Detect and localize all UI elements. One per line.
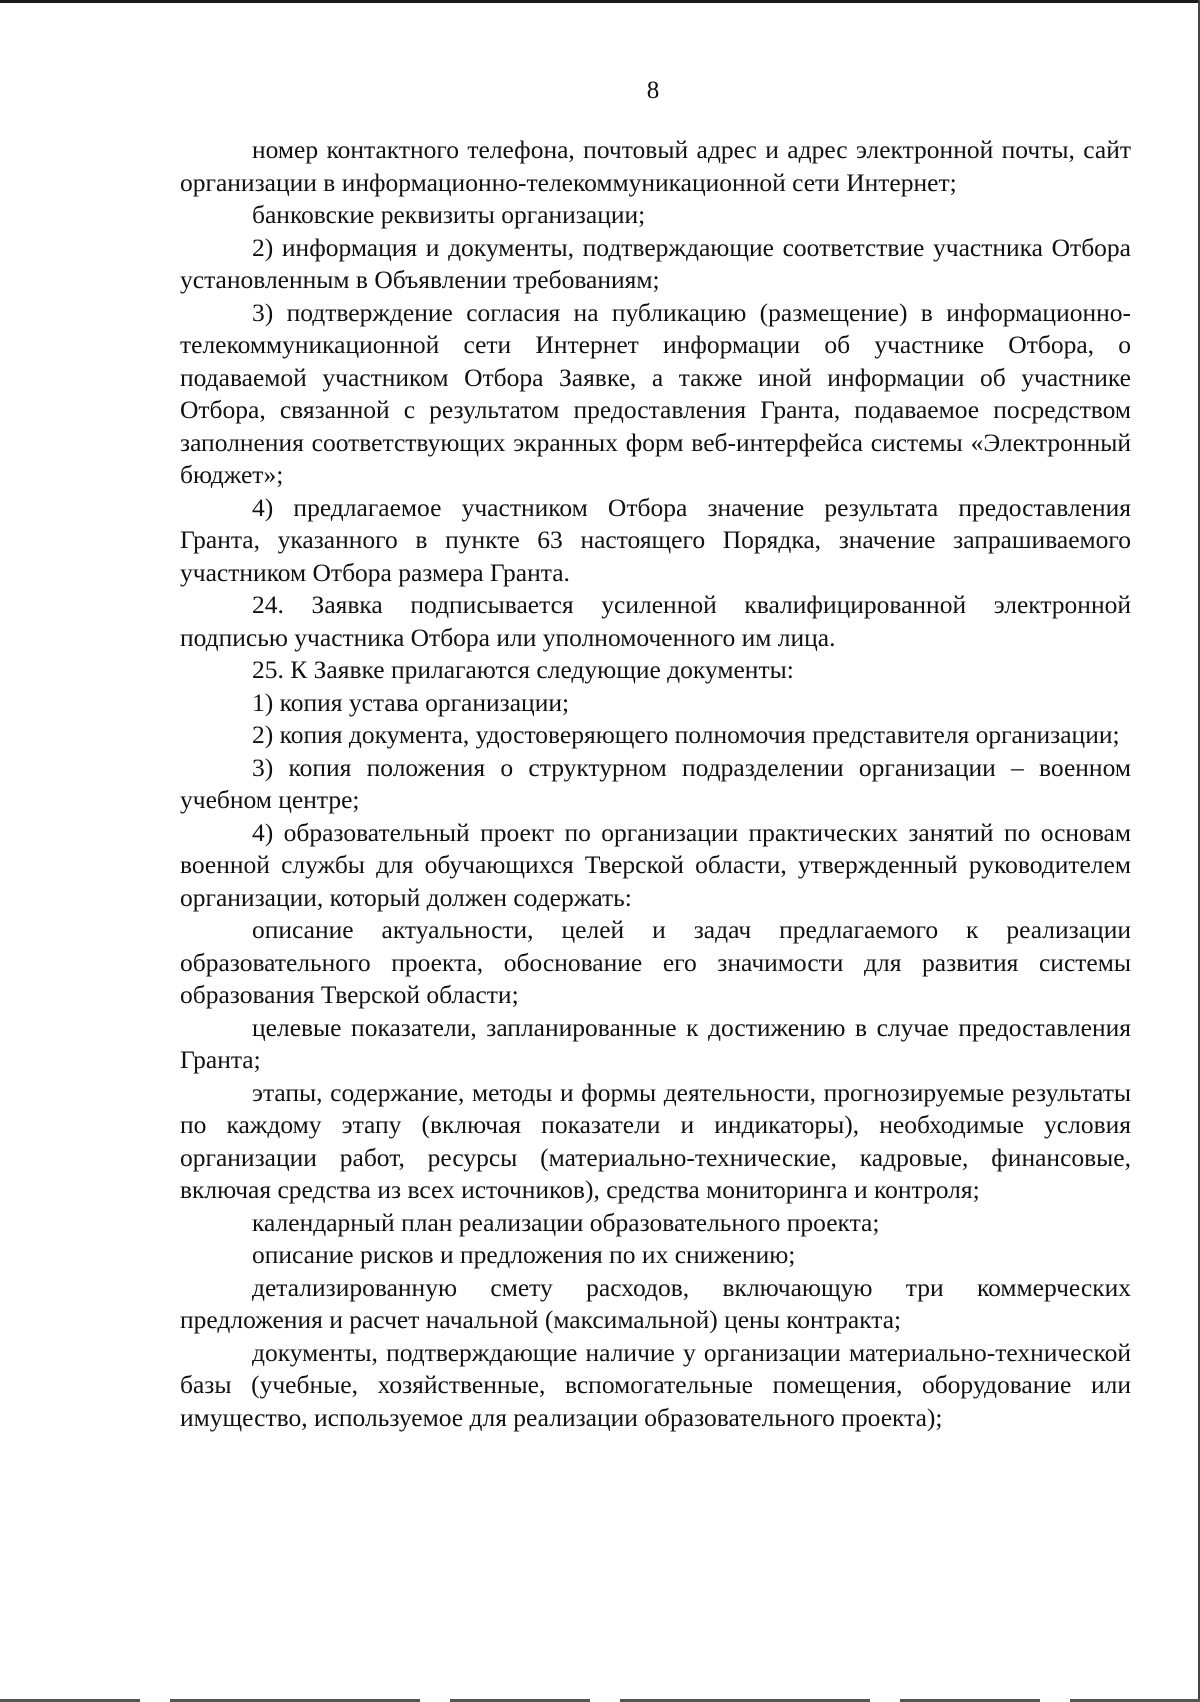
paragraph: банковские реквизиты организации; (252, 200, 646, 229)
document-body (180, 134, 1131, 1434)
paragraph: 4) образовательный проект по организации практических занятий по основам военной службы для обучающихся Тверской области, утвержденный руководителем организации, который должен содержать: (180, 817, 1131, 912)
paragraph: этапы, содержание, методы и формы деятельности, прогнозируемые результаты по каждому этапу (включая показатели и индикаторы), необходимые условия организации работ, ресурсы (материально-технические, кадровые, финансовые, включая средства из всех источников), средства мониторинга и контроля; (180, 1077, 1131, 1204)
paragraph: описание рисков и предложения по их снижению; (252, 1240, 796, 1269)
paragraph: календарный план реализации образовательного проекта; (252, 1207, 880, 1237)
paragraph: 1) копия устава организации; (252, 687, 570, 717)
paragraph: описание актуальности, целей и задач предлагаемого к реализации образовательного проекта, обоснование его значимости для развития системы образования Тверской области; (180, 915, 1131, 1009)
paragraph: 4) предлагаемое участником Отбора значение результата предоставления Гранта, указанного в пункте 63 настоящего Порядка, значение запрашиваемого участником Отбора размера Гранта. (180, 492, 1131, 587)
paragraph: 3) подтверждение согласия на публикацию (размещение) в информационно-телекоммуникационной сети Интернет информации об участнике Отбора, о подаваемой участником Отбора Заявке, а также иной информации об участнике Отбора, связанной с результатом предоставления Гранта, подаваемое посредством заполнения соответствующих экранных форм веб-интерфейса системы «Электронный бюджет»; (180, 297, 1131, 489)
paragraph: документы, подтверждающие наличие у организации материально-технической базы (учебные, хозяйственные, вспомогательные помещения, оборудование или имущество, используемое для реализации образовательного проекта); (180, 1337, 1131, 1432)
paragraph: целевые показатели, запланированные к достижению в случае предоставления Гранта; (180, 1012, 1131, 1074)
paragraph: 24. Заявка подписывается усиленной квалифицированной электронной подписью участника Отбора или уполномоченного им лица. (180, 590, 1131, 652)
paragraph: 25. К Заявке прилагаются следующие документы: (252, 655, 794, 684)
paragraph: 2) копия документа, удостоверяющего полномочия представителя организации; (252, 720, 1120, 749)
paragraph: 2) информация и документы, подтверждающие соответствие участника Отбора установленным в Объявлении требованиям; (180, 232, 1131, 294)
paragraph: 3) копия положения о структурном подразделении организации – военном учебном центре; (180, 752, 1131, 814)
page-number: 8 (646, 77, 660, 104)
scan-top-edge (0, 0, 1200, 3)
paragraph: детализированную смету расходов, включающую три коммерческих предложения и расчет начальной (максимальной) цены контракта; (180, 1272, 1131, 1334)
paragraph: номер контактного телефона, почтовый адрес и адрес электронной почты, сайт организации в информационно-телекоммуникационной сети Интернет; (180, 135, 1131, 197)
